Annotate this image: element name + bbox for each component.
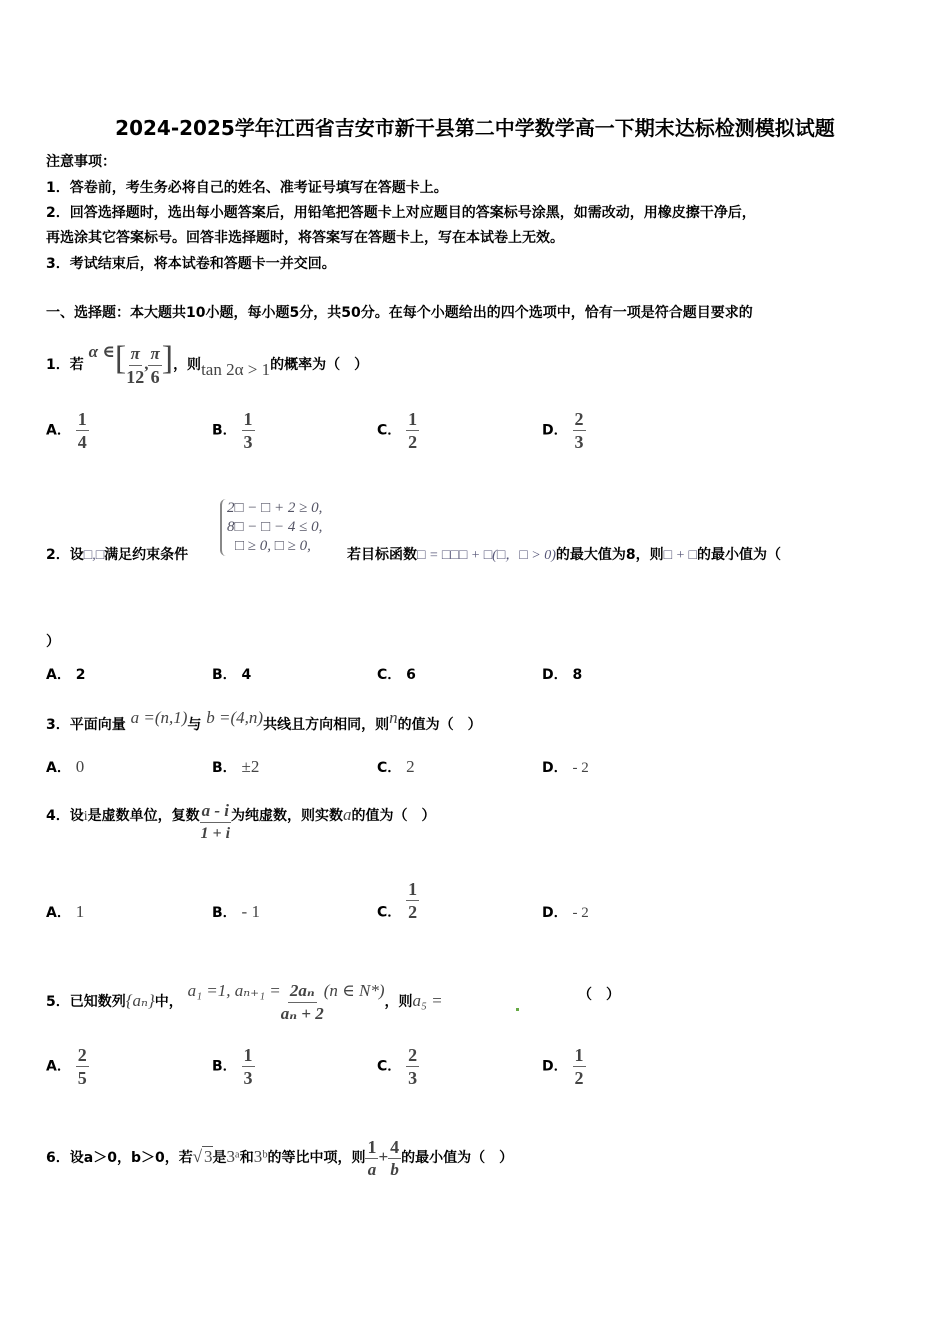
text: 设 [69, 547, 84, 563]
option-d[interactable] [542, 664, 582, 684]
denominator: 4 [77, 432, 87, 452]
fraction [242, 408, 255, 453]
denominator: a [367, 1159, 377, 1179]
denominator: 5 [77, 1068, 87, 1088]
notes-heading: 注意事项： [46, 154, 116, 170]
option-value: - 2 [572, 760, 589, 776]
text: 为纯虚数，则实数 [231, 808, 344, 824]
question-6 [46, 1127, 513, 1188]
option-value: 4 [241, 667, 252, 683]
text: 的值为（ ） [397, 717, 482, 733]
option-value: - 2 [572, 905, 589, 921]
option-label: C． [377, 667, 402, 683]
option-c[interactable] [377, 408, 419, 453]
math: a₅ = [412, 991, 443, 1010]
text: 的等比中项，则 [267, 1150, 366, 1166]
denominator: 1 + i [200, 825, 231, 842]
option-c[interactable] [377, 664, 416, 684]
option-a[interactable] [46, 408, 89, 453]
sqrt-icon: √ [192, 1147, 203, 1166]
text: 的最小值为（ [696, 547, 781, 563]
question-2 [46, 544, 188, 564]
option-label: D． [542, 760, 568, 776]
question-number: 6． [46, 1150, 70, 1166]
plus: + [378, 1147, 389, 1166]
document-title: 2024-2025学年江西省吉安市新干县第二中学数学高一下期末达标检测模拟试题 [115, 116, 835, 140]
option-value: 2 [75, 667, 86, 683]
numerator: 1 [243, 1045, 253, 1065]
math: b =(4,n) [206, 708, 264, 727]
option-label: B． [212, 1058, 237, 1075]
question-2-continued [347, 544, 781, 564]
option-c[interactable] [377, 757, 415, 777]
green-dot [516, 1008, 519, 1011]
text: 的最小值为（ ） [401, 1150, 514, 1166]
numerator: 1 [77, 409, 87, 429]
fraction [388, 1136, 401, 1181]
option-value: 8 [572, 667, 583, 683]
fraction [200, 800, 231, 845]
text: 设a＞0，b＞0，若 [69, 1150, 193, 1166]
numerator: 1 [243, 409, 253, 429]
text: 是虚数单位，复数 [87, 808, 200, 824]
option-a[interactable] [46, 757, 84, 777]
denominator: b [390, 1159, 399, 1179]
option-b[interactable] [212, 408, 255, 453]
note-item: 3．考试结束后，将本试卷和答题卡一并交回。 [46, 256, 336, 272]
denominator: 2 [574, 1068, 584, 1088]
numerator: 2 [408, 1045, 418, 1065]
fraction [242, 1044, 255, 1089]
denominator: 3 [243, 1068, 253, 1088]
question-1 [46, 330, 368, 392]
comma: , [144, 354, 149, 373]
numerator: 1 [408, 409, 418, 429]
option-label: A． [46, 905, 71, 921]
numerator: 2 [574, 409, 584, 429]
note-item: 2．回答选择题时，选出每小题答案后，用铅笔把答题卡上对应题目的答案标号涂黑，如需改动，用橡皮擦干净后， [46, 205, 756, 221]
option-value: 6 [406, 667, 416, 683]
denominator: aₙ + 2 [280, 1003, 324, 1023]
math: a =(n,1) [130, 708, 188, 727]
option-label: C． [377, 760, 402, 776]
text: 共线且方向相同，则 [263, 717, 390, 733]
option-label: D． [542, 1058, 568, 1075]
text: 平面向量 [69, 717, 126, 733]
option-label: C． [377, 1058, 402, 1075]
text: 若 [69, 357, 84, 373]
option-a[interactable] [46, 902, 84, 922]
numerator: 1 [367, 1136, 377, 1157]
note-item: 1．答卷前，考生务必将自己的姓名、准考证号填写在答题卡上。 [46, 180, 448, 196]
constraint: 8□ − □ − 4 ≤ 0, [227, 519, 323, 535]
numerator: π [129, 343, 142, 366]
text: 设 [69, 808, 84, 824]
option-value: - 1 [241, 902, 260, 921]
math: n [389, 708, 398, 727]
option-value: ±2 [241, 757, 260, 776]
question-number: 3． [46, 717, 70, 733]
fraction [573, 1044, 586, 1089]
option-label: B． [212, 422, 237, 439]
text: 若目标函数 [347, 547, 417, 563]
option-label: A． [46, 422, 71, 439]
numerator: 4 [390, 1136, 400, 1157]
math: □ = □□□ + □(□，□ > 0) [417, 548, 556, 563]
math: α ∈ [88, 342, 115, 361]
text: 满足约束条件 [104, 547, 189, 563]
option-value: 1 [75, 902, 85, 921]
option-label: D． [542, 667, 568, 683]
denominator: 2 [408, 432, 418, 452]
fraction [573, 408, 586, 453]
bracket: [ [114, 340, 127, 377]
math: □ + □ [663, 548, 697, 563]
question-number: 1． [46, 357, 70, 373]
question-number: 5． [46, 994, 70, 1010]
text: ，则 [173, 357, 202, 373]
option-d[interactable] [542, 408, 586, 453]
text: 和 [239, 1150, 254, 1166]
option-c[interactable] [377, 1044, 419, 1089]
answer-paren: （ ） [578, 987, 620, 1003]
numerator: 1 [408, 879, 418, 899]
option-a[interactable] [46, 1044, 89, 1089]
fraction [76, 1044, 89, 1089]
denominator: 3 [243, 432, 253, 452]
option-a[interactable] [46, 664, 85, 684]
fraction [148, 343, 161, 388]
question-number: 2． [46, 547, 70, 563]
fraction [406, 878, 419, 923]
option-d[interactable] [542, 902, 589, 922]
text: 的最大值为8，则 [555, 547, 664, 563]
denominator: 2 [408, 902, 418, 922]
option-label: A． [46, 667, 71, 683]
option-label: A． [46, 760, 71, 776]
numerator: 1 [574, 1045, 584, 1065]
question-4 [46, 790, 436, 845]
text: 的概率为（ ） [270, 357, 369, 373]
denominator: 6 [150, 366, 160, 387]
fraction [281, 980, 324, 1025]
constraint: □ ≥ 0, □ ≥ 0, [235, 538, 311, 554]
text: 已知数列 [69, 994, 126, 1010]
question-number: 4． [46, 808, 70, 824]
section-heading: 一、选择题：本大题共10小题，每小题5分，共50分。在每个小题给出的四个选项中，恰有一项是符合题目要求的 [46, 305, 753, 321]
option-b[interactable] [212, 902, 260, 922]
denominator: 3 [408, 1068, 418, 1088]
option-label: C． [377, 904, 402, 921]
option-label: A． [46, 1058, 71, 1075]
option-value: 2 [406, 757, 415, 776]
denominator: 3 [574, 432, 584, 452]
option-label: D． [542, 422, 568, 439]
option-label: B． [212, 905, 237, 921]
fraction [406, 1044, 419, 1089]
option-value: 0 [75, 757, 85, 776]
numerator: a - i [200, 800, 231, 823]
option-b[interactable] [212, 664, 251, 684]
math: 3ᵃ [226, 1147, 240, 1166]
constraint: 2□ − □ + 2 ≥ 0, [227, 500, 323, 516]
numerator: 2aₙ [288, 980, 317, 1003]
text: 中， [154, 994, 183, 1010]
note-item: 再选涂其它答案标号。回答非选择题时，将答案写在答题卡上，写在本试卷上无效。 [46, 230, 564, 246]
text: 是 [212, 1150, 227, 1166]
option-d[interactable] [542, 757, 589, 777]
fraction [406, 408, 419, 453]
question-5 [46, 960, 443, 1033]
fraction [76, 408, 89, 453]
numerator: π [148, 343, 161, 366]
denominator: 12 [126, 366, 145, 387]
option-label: B． [212, 760, 237, 776]
text: 与 [187, 717, 202, 733]
numerator: 2 [77, 1045, 87, 1065]
bracket: ] [161, 340, 174, 377]
math: 3ᵇ [253, 1147, 268, 1166]
math: {aₙ} [125, 991, 155, 1010]
option-d[interactable] [542, 1044, 586, 1089]
option-label: D． [542, 905, 568, 921]
math: □,□ [83, 548, 105, 563]
math: tan 2α > 1 [201, 360, 271, 379]
option-label: C． [377, 422, 402, 439]
option-c[interactable] [377, 878, 419, 923]
math: i [83, 809, 88, 824]
math: a₁ =1, aₙ₊₁ = [187, 981, 281, 1000]
text: 的值为（ ） [351, 808, 436, 824]
math: a [343, 805, 352, 824]
text: ，则 [384, 994, 413, 1010]
option-label: B． [212, 667, 237, 683]
fraction [126, 343, 144, 388]
option-b[interactable] [212, 1044, 255, 1089]
closing-paren: ） [46, 634, 60, 650]
math: (n ∈ N*) [323, 981, 385, 1000]
math: 3 [204, 1147, 213, 1166]
option-b[interactable] [212, 757, 259, 777]
constraint-system [220, 499, 322, 556]
fraction [365, 1136, 378, 1181]
question-3 [46, 708, 482, 734]
